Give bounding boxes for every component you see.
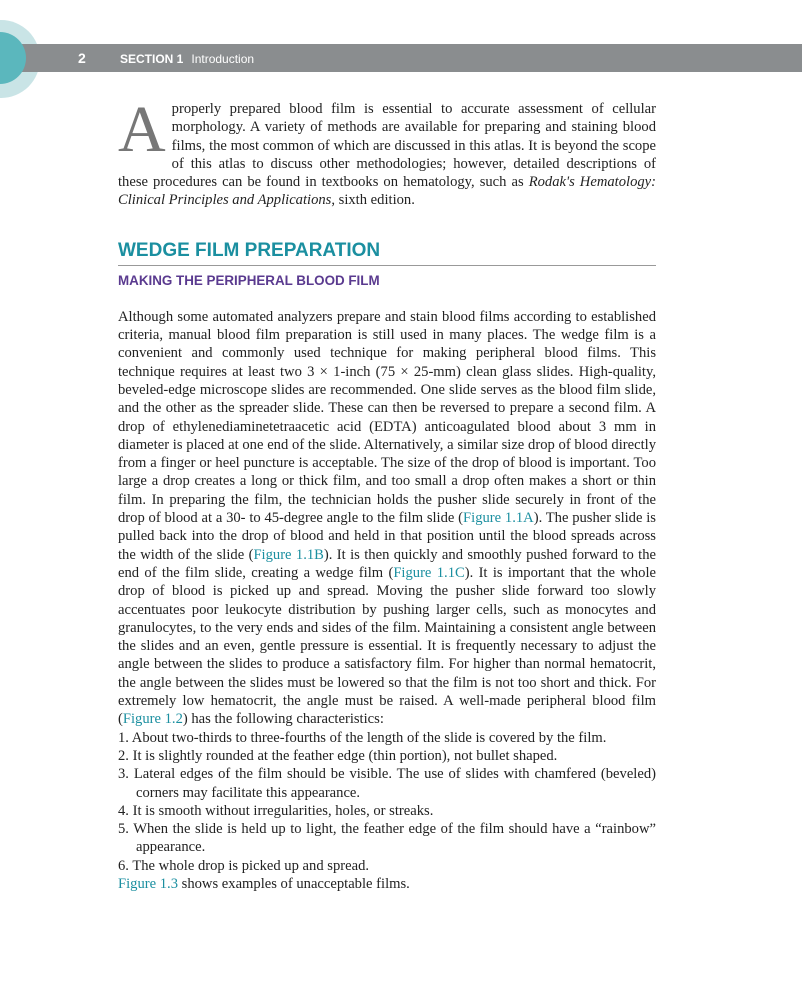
list-item: 5. When the slide is held up to light, the feather edge of the film should have a “rainbow” appearance.: [118, 821, 656, 856]
section-title: Introduction: [191, 52, 255, 66]
list-item: 4. It is smooth without irregularities, holes, or streaks.: [118, 802, 434, 819]
figure-link-1-2[interactable]: Figure 1.2: [122, 711, 183, 728]
characteristics-list: [118, 729, 656, 875]
book-title: Rodak's Hematology: Clinical Principles and Applications: [118, 174, 656, 209]
intro-text: properly prepared blood film is essential to accurate assessment of cellular morphology. A variety of methods are available for preparing and staining blood films, the most common of which are discussed in this atlas. It is beyond the scope of this atlas to discuss other methodologies; however, detailed descriptions of these procedures can be found in textbooks on hematology, such as: [118, 101, 656, 191]
list-item: 1. About two-thirds to three-fourths of the length of the slide is covered by the film.: [118, 729, 607, 746]
closing-sentence: [118, 875, 656, 893]
figure-link-1-1a[interactable]: Figure 1.1A: [463, 510, 534, 527]
body-text: ) has the following characteristics:: [182, 711, 384, 728]
list-item: 2. It is slightly rounded at the feather edge (thin portion), not bullet shaped.: [118, 747, 558, 764]
page-content: [118, 93, 656, 893]
section-heading-wedge-film: WEDGE FILM PREPARATION: [118, 239, 381, 261]
list-item: 6. The whole drop is picked up and spread.: [118, 857, 370, 874]
body-text: Although some automated analyzers prepare and stain blood films according to established criteria, manual blood film preparation is still used in many places. The wedge film is a convenient and commonly used technique for making peripheral blood films. This technique requires at least two 3 × 1-inch (75 × 25-mm) clean glass slides. High-quality, beveled-edge microscope slides are recommended. One slide serves as the blood film slide, and the other as the spreader slide. These can then be reversed to prepare a second film. A drop of ethylenediaminetetraacetic acid (EDTA) anticoagulated blood about 3 mm in diameter is placed at one end of the slide. Alternatively, a similar size drop of blood directly from a finger or heel puncture is acceptable. The size of the drop of blood is important. Too large a drop creates a long or thick film, and too small a drop often makes a short or thin film. In preparing the film, the technician holds the pusher slide securely in front of the drop of blood at a 30- to 45-degree angle to the film slide (: [118, 308, 656, 527]
body-text: ). It is important that the whole drop of blood is picked up and spread. Moving the pusher slide forward too slowly accentuates poor leukocyte distribution by pushing larger cells, such as monocytes and granulocytes, to the very ends and sides of the film. Maintaining a consistent angle between the slides and an even, gentle pressure is essential. It is frequently necessary to adjust the angle between the slides to produce a satisfactory film. For higher than normal hematocrit, the angle between the slides must be lowered so that the film is not too short and thick. For extremely low hematocrit, the angle must be raised. A well-made peripheral blood film (: [118, 564, 656, 728]
subsection-heading: MAKING THE PERIPHERAL BLOOD FILM: [118, 272, 380, 288]
section-label: SECTION 1: [120, 52, 184, 66]
heading-divider: [118, 265, 656, 266]
intro-paragraph: [118, 93, 656, 210]
drop-cap: A: [118, 93, 166, 166]
body-paragraph: [118, 308, 656, 729]
figure-link-1-1c[interactable]: Figure 1.1C: [393, 564, 465, 581]
section-heading: [120, 52, 254, 66]
intro-text-end: , sixth edition.: [331, 192, 415, 209]
list-item: 3. Lateral edges of the film should be visible. The use of slides with chamfered (beveled) corners may facilitate this appearance.: [118, 766, 656, 801]
closing-text: shows examples of unacceptable films.: [178, 875, 410, 892]
body-text: ). The pusher slide is pulled back into the drop of blood and held in that position until the blood spreads across the width of the slide (: [118, 510, 656, 563]
figure-link-1-1b[interactable]: Figure 1.1B: [253, 546, 324, 563]
page-number: 2: [78, 50, 86, 66]
figure-link-1-3[interactable]: Figure 1.3: [118, 875, 178, 892]
body-text: ). It is then quickly and smoothly pushed forward to the end of the film slide, creating a wedge film (: [118, 546, 656, 581]
